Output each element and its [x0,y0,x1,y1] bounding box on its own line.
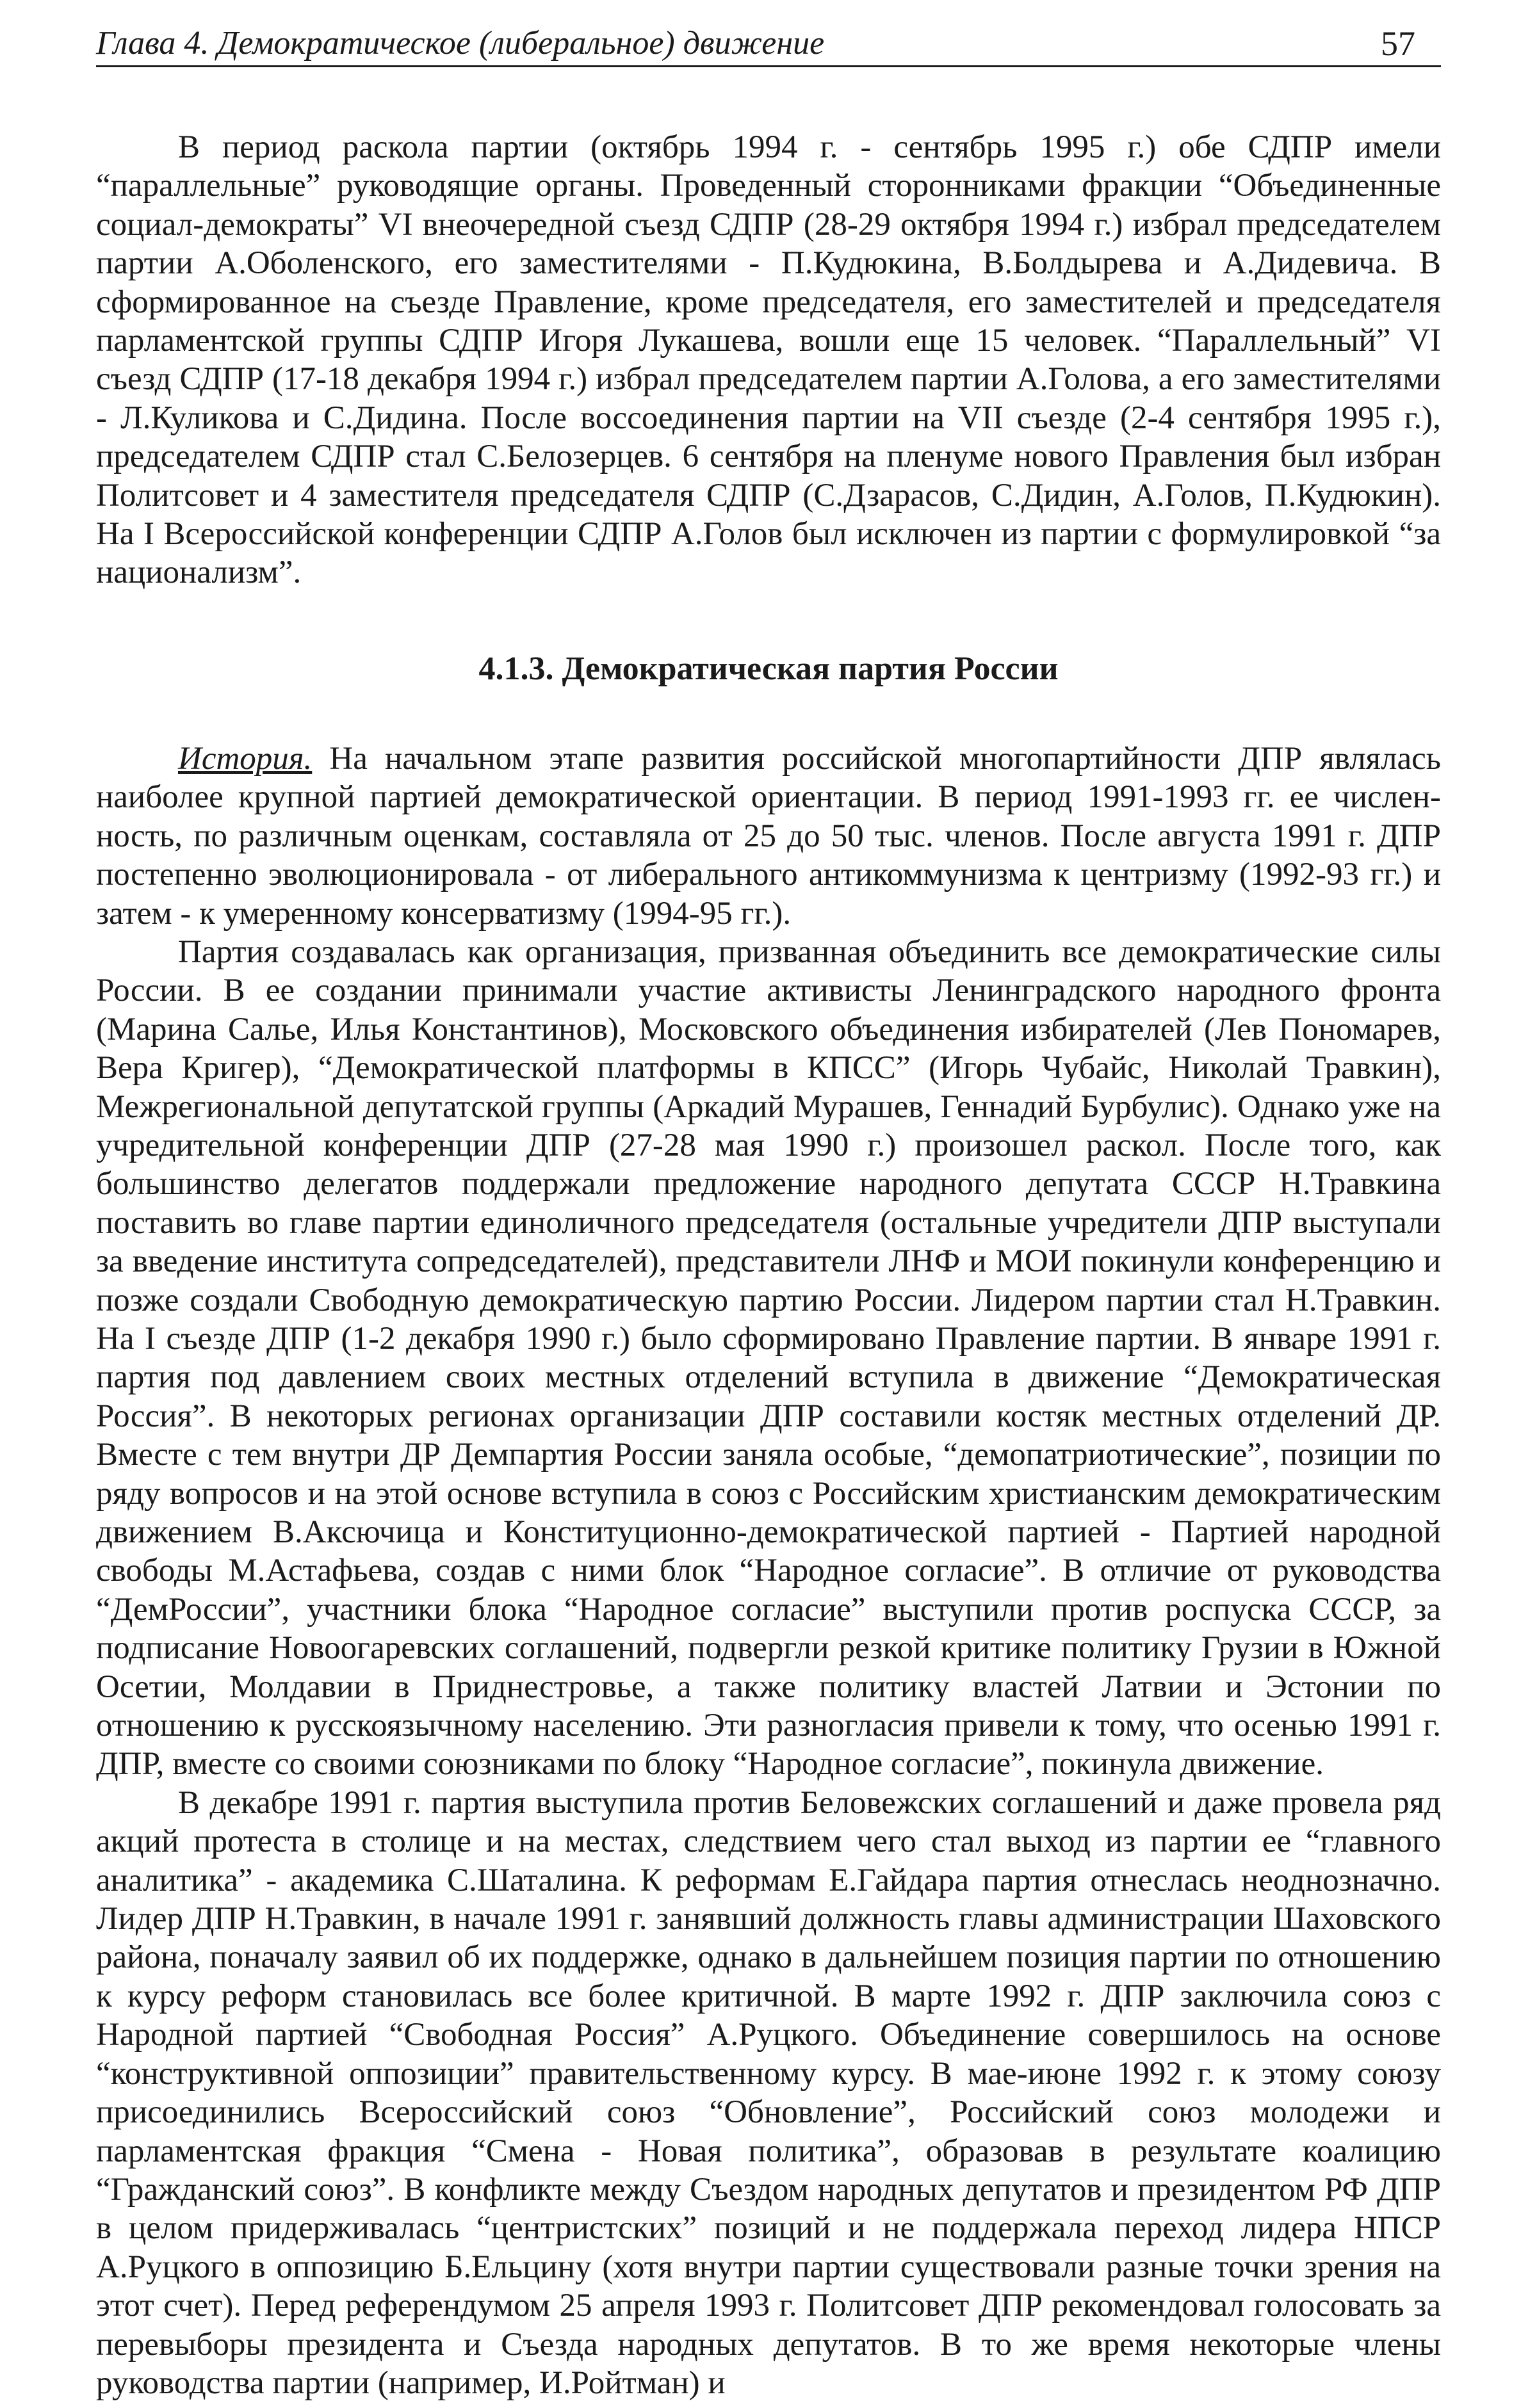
section-heading: 4.1.3. Демократическая партия России [478,650,1059,687]
paragraph-history-text: На начальном этапе развития российской многопартийности ДПР являлась наиболее крупной партией демократической ориентации. В период 1991-1993 гг. ее численность, по различным оценкам, составляла от 25 до 50 тыс. членов. После августа 1991 г. ДПР постепенно эволюционировала - от либерального антикоммунизма к центризму (1992-93 гг.) и затем - к умеренному консерватизму (1994-95 гг.). [96,740,1442,932]
running-header [96,24,1441,67]
history-label: История. [178,740,313,777]
paragraph-party-founding: Партия создавалась как организация, призванная объединить все демократические силы России. В ее создании принимали участие активисты Ленинградского народного фронта (Марина Салье, Илья Константинов), Московского объединения избирателей (Лев Пономарев, Вера Кригер), “Демократической платформы в КПСС” (Игорь Чубайс, Николай Травкин), Межрегиональной депутатской группы (Аркадий Мурашев, Геннадий Бурбулис). Однако уже на учредительной конференции ДПР (27-28 мая 1990 г.) произошел раскол. После того, как большинство делегатов поддержали предложение народного депутата СССР Н.Травкина поставить во главе партии единоличного председателя (остальные учредители ДПР выступали за введение института сопредседателей), представители ЛНФ и МОИ покинули конференцию и позже создали Свободную демократическую партию России. Лидером партии стал Н.Травкин. На I съезде ДПР (1-2 декабря 1990 г.) было сформировано Правление партии. В январе 1991 г. партия под давлением своих местных отделений вступила в движение “Демократическая Россия”. В некоторых регионах организации ДПР составили костяк местных отделений ДР. Вместе с тем внутри ДР Демпартия России заняла особые, “демопатриотические”, позиции по ряду вопросов и на этой основе вступила в союз с Российским христианским демократическим движением В.Аксючица и Конституционно-демократической партией - Партией народной свободы М.Астафьева, создав с ними блок “Народное согласие”. В отличие от руководства “ДемРоссии”, участники блока “Народное согласие” выступили против роспуска СССР, за подписание Новоогаревских соглашений, подвергли резкой критике политику Грузии в Южной Осетии, Молдавии в Приднестровье, а также политику властей Латвии и Эстонии по отношению к русскоязычному населению. Эти разногласия привели к тому, что осенью 1991 г. ДПР, вместе со своими союзниками по блоку “Народное согласие”, покинула движение. [96,933,1441,1782]
paragraph-sdpr-split: В период раскола партии (октябрь 1994 г. - сентябрь 1995 г.) обе СДПР имели “параллельные” руководящие органы. Проведенный сторонниками фракции “Объединенные социал-демократы” VI внеочередной съезд СДПР (28-29 октября 1994 г.) избрал председателем партии А.Оболенского, его заместителями - П.Кудюкина, В.Болдырева и А.Дидевича. В сформированное на съезде Правление, кроме председателя, его заместителей и председателя парламентской группы СДПР Игоря Лукашева, вошли еще 15 человек. “Параллельный” VI съезд СДПР (17-18 декабря 1994 г.) избрал председателем партии А.Голова, а его заместителями - Л.Куликова и С.Дидина. После воссоединения партии на VII съезде (2-4 сентября 1995 г.), председателем СДПР стал С.Белозерцев. 6 сентября на пленуме нового Правления был избран Политсовет и 4 заместителя председателя СДПР (С.Дзарасов, С.Дидин, А.Голов, П.Кудюкин). На I Всероссийской конференции СДПР А.Голов был исключен из партии с формулировкой “за национализм”. [96,129,1441,591]
page-number: 57 [1381,24,1415,63]
paragraph-history [96,739,1441,933]
chapter-title: Глава 4. Демократическое (либеральное) движение [96,25,825,61]
page-body [96,128,1441,2402]
paragraph-december-1991: В декабре 1991 г. партия выступила против Беловежских соглашений и даже провела ряд акций протеста в столице и на местах, следствием чего стал выход из партии ее “главного аналитика” - академика С.Шаталина. К реформам Е.Гайдара партия отнеслась неоднозначно. Лидер ДПР Н.Травкин, в начале 1991 г. занявший должность главы администрации Шаховского района, поначалу заявил об их поддержке, однако в дальнейшем позиция партии по отношению к курсу реформ становилась все более критичной. В марте 1992 г. ДПР заключила союз с Народной партией “Свободная Россия” А.Руцкого. Объединение совершилось на основе “конструктивной оппозиции” правительственному курсу. В мае-июне 1992 г. к этому союзу присоединились Всероссийский союз “Обновление”, Российский союз молодежи и парламентская фракция “Смена - Новая политика”, образовав в результате коалицию “Гражданский союз”. В конфликте между Съездом народных депутатов и президентом РФ ДПР в целом придерживалась “центристских” позиций и не поддержала переход лидера НПСР А.Руцкого в оппозицию Б.Ельцину (хотя внутри партии существовали разные точки зрения на этот счет). Перед референдумом 25 апреля 1993 г. Политсовет ДПР рекомендовал голосовать за перевыборы президента и Съезда народных депутатов. В то же время некоторые члены руководства партии (например, И.Ройтман) и [96,1784,1441,2401]
